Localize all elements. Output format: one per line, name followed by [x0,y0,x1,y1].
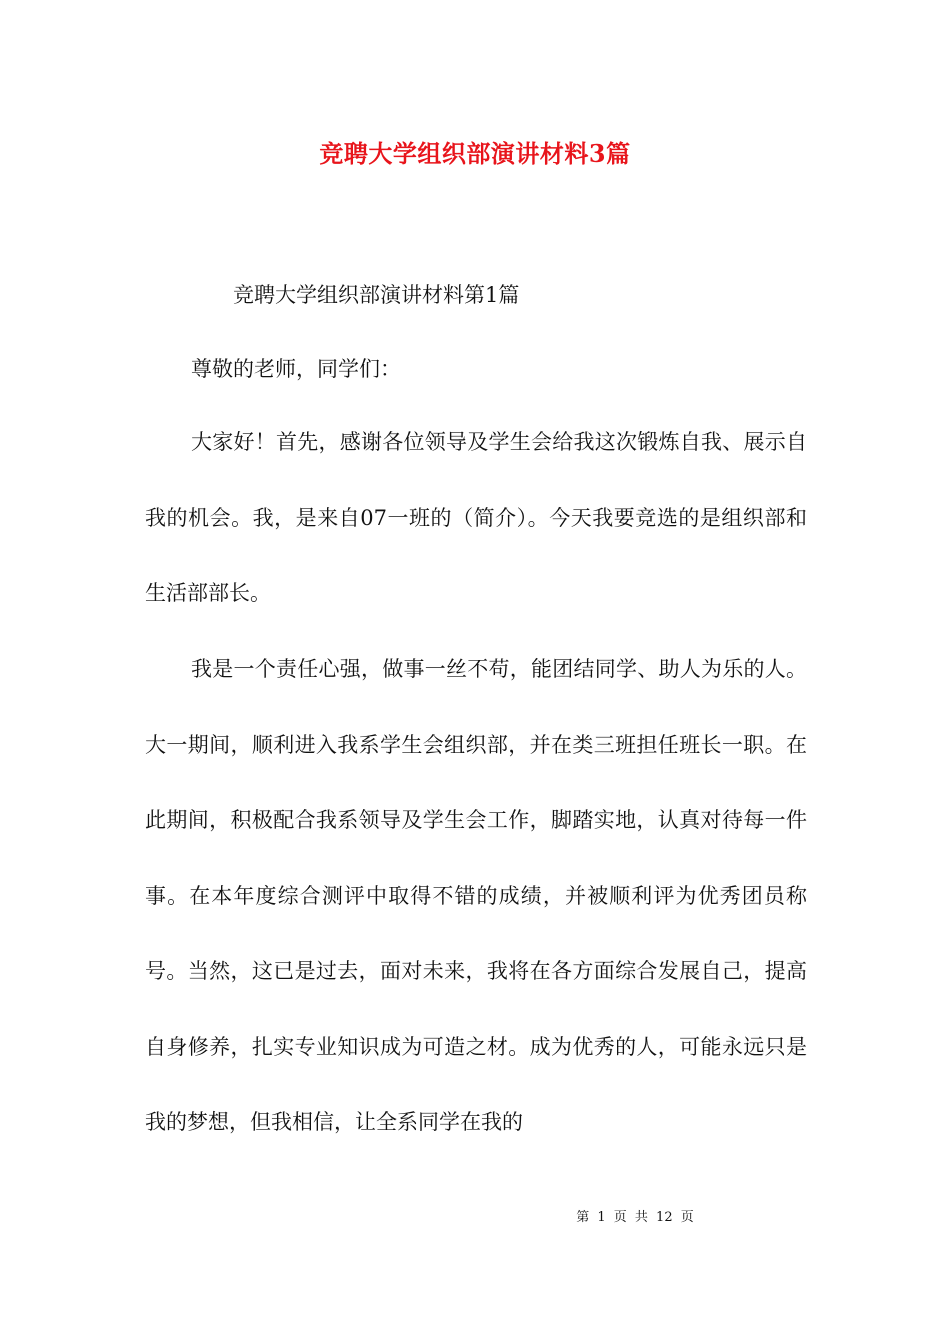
section-title: 竞聘大学组织部演讲材料第1篇 [233,283,520,307]
document-title: 竞聘大学组织部演讲材料3篇 [319,139,631,168]
body-paragraph: 我是一个责任心强，做事一丝不苟，能团结同学、助人为乐的人。大一期间，顺利进入我系学生会组织部，并在类三班担任班长一职。在此期间，积极配合我系领导及学生会工作，脚踏实地，认真对待每一件事。在本年度综合测评中取得不错的成绩，并被顺利评为优秀团员称号。当然，这已是过去，面对未来，我将在各方面综合发展自己，提高自身修养，扎实专业知识成为可造之材。成为优秀的人，可能永远只是我的梦想，但我相信，让全系同学在我的 [145,657,807,1134]
page-number: 第 1 页 共 12 页 [576,1210,694,1225]
body-paragraph: 大家好！首先，感谢各位领导及学生会给我这次锻炼自我、展示自我的机会。我，是来自07一班的（简介）。今天我要竞选的是组织部和生活部部长。 [145,430,807,605]
salutation: 尊敬的老师，同学们： [191,357,401,381]
